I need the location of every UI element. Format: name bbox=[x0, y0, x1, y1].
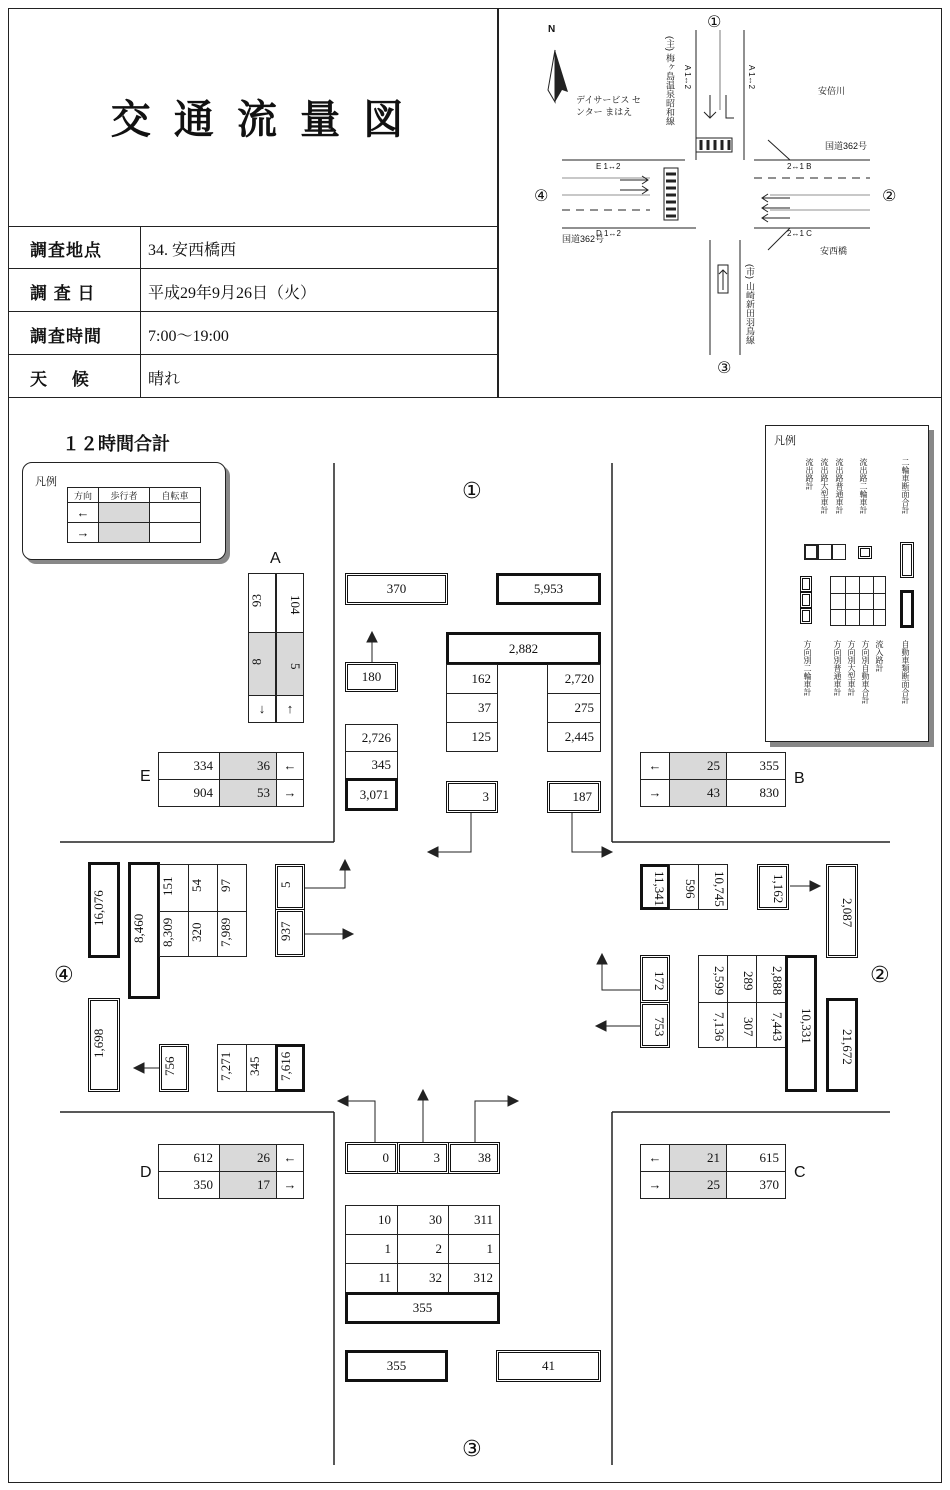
south-auto-section: 355 bbox=[345, 1350, 448, 1382]
legend-ped-row2: → bbox=[67, 522, 99, 543]
crossing-b-label: B bbox=[794, 770, 805, 787]
north-turn-right-bike: 187 bbox=[547, 781, 601, 813]
west-r1-a: 151 bbox=[159, 864, 189, 912]
west-r2-a: 8,309 bbox=[159, 911, 189, 957]
north-left-large: 37 bbox=[446, 693, 498, 723]
legend-box-dir1 bbox=[800, 576, 812, 592]
east-thru-auto-1: 2,888 bbox=[756, 955, 786, 1003]
east-thru-large-1: 289 bbox=[727, 955, 757, 1003]
west-turn-bike-2: 937 bbox=[275, 909, 305, 957]
east-turn-bike-2: 753 bbox=[640, 1002, 670, 1048]
east-thru-auto-2: 7,443 bbox=[756, 1002, 786, 1048]
time-label: 調査時間 bbox=[30, 327, 102, 346]
map-cross-b: 2↔1 B bbox=[787, 162, 812, 171]
crossing-c-ped-right: 25 bbox=[669, 1171, 727, 1199]
crossing-a-arrow-right: ↑ bbox=[276, 695, 304, 723]
crossing-d-bike-right: 350 bbox=[158, 1171, 220, 1199]
north-right-auto: 2,720 bbox=[547, 664, 601, 694]
legend-ped-gray1 bbox=[98, 502, 150, 523]
map-road-east: 国道362号 bbox=[825, 141, 868, 151]
crossing-b-bike-left: 355 bbox=[726, 752, 786, 780]
legend-bottom-3: 方向別自動車合計 bbox=[861, 640, 870, 704]
crossing-e-bike-right: 904 bbox=[158, 779, 220, 807]
east-out-regular: 10,745 bbox=[698, 864, 728, 910]
date-value: 平成29年9月26日（火） bbox=[148, 285, 317, 302]
crossing-c-bike-left: 615 bbox=[726, 1144, 786, 1172]
legend-box-out1 bbox=[804, 544, 818, 560]
approach-north: ① bbox=[462, 478, 482, 503]
south-bike-left: 0 bbox=[345, 1142, 398, 1174]
crossing-c-label: C bbox=[794, 1164, 806, 1181]
crossing-a-arrow-left: ↓ bbox=[248, 695, 276, 723]
north-out-total: 3,071 bbox=[345, 778, 398, 811]
crossing-a-bike-right: 104 bbox=[276, 573, 304, 633]
crossing-b-ped-right: 43 bbox=[669, 779, 727, 807]
map-bridge: 安西橋 bbox=[820, 246, 848, 256]
location-value: 34. 安西橋西 bbox=[148, 242, 237, 259]
north-turn-left-bike: 3 bbox=[446, 781, 498, 813]
north-auto-section: 5,953 bbox=[496, 573, 601, 605]
crossing-e-ped-left: 36 bbox=[219, 752, 277, 780]
legend-ped-col-bike: 自転車 bbox=[149, 487, 201, 503]
map-cross-c: 2↔1 C bbox=[787, 229, 812, 238]
north-in-total: 2,882 bbox=[446, 632, 601, 665]
legend-bottom-5: 自動車類断面合計 bbox=[901, 640, 910, 704]
legend-ped-white2 bbox=[149, 522, 201, 543]
north-out-bike: 180 bbox=[345, 662, 398, 692]
map-cross-a: A 1↔2 bbox=[683, 65, 692, 90]
legend-ped-title: 凡例 bbox=[35, 476, 57, 488]
legend-bottom-0: 方向別二輪車計 bbox=[803, 640, 812, 696]
south-r3-2: 312 bbox=[448, 1263, 500, 1293]
legend-ped-col-dir: 方向 bbox=[67, 487, 99, 503]
south-bike-right: 38 bbox=[448, 1142, 500, 1174]
west-r1-c: 97 bbox=[217, 864, 247, 912]
south-r2-2: 1 bbox=[448, 1234, 500, 1264]
south-r1-1: 30 bbox=[397, 1205, 449, 1235]
east-out-total: 11,341 bbox=[640, 864, 670, 910]
east-thru-large-2: 307 bbox=[727, 1002, 757, 1048]
crossing-b-arrow-right: → bbox=[640, 779, 670, 807]
south-r1-2: 311 bbox=[448, 1205, 500, 1235]
west-in-total: 8,460 bbox=[128, 862, 160, 999]
legend-ped-row1: ← bbox=[67, 502, 99, 523]
north-left-regular: 125 bbox=[446, 722, 498, 752]
crossing-e-arrow-left: ← bbox=[276, 752, 304, 780]
crossing-e-bike-left: 334 bbox=[158, 752, 220, 780]
legend-box-auto-sec bbox=[900, 590, 914, 628]
north-out-regular: 2,726 bbox=[345, 724, 398, 752]
map-approach-3: ③ bbox=[717, 360, 732, 377]
crossing-d-bike-left: 612 bbox=[158, 1144, 220, 1172]
location-label: 調査地点 bbox=[30, 241, 102, 260]
map-cross-a-east: A 1↔2 bbox=[747, 65, 756, 90]
legend-box-dir3 bbox=[800, 608, 812, 624]
east-auto-section: 21,672 bbox=[826, 998, 858, 1092]
map-cross-e: E 1↔2 bbox=[596, 162, 621, 171]
west-two-wheel-section: 1,698 bbox=[88, 998, 120, 1092]
legend-top-2: 流出路普通車計 bbox=[835, 458, 844, 514]
crossing-d-ped-right: 17 bbox=[219, 1171, 277, 1199]
east-in-total: 10,331 bbox=[785, 955, 817, 1092]
section-title: １２時間合計 bbox=[62, 434, 170, 454]
east-thru-regular-1: 2,599 bbox=[698, 955, 728, 1003]
legend-top-4: 二輪車断面合計 bbox=[901, 458, 910, 514]
map-approach-4: ④ bbox=[534, 188, 549, 205]
crossing-d-label: D bbox=[140, 1164, 152, 1181]
south-r3-1: 32 bbox=[397, 1263, 449, 1293]
map-road-west: 国道362号 bbox=[562, 234, 605, 244]
east-out-bike: 1,162 bbox=[757, 864, 789, 910]
crossing-a-ped-right: 5 bbox=[276, 632, 304, 696]
east-out-large: 596 bbox=[669, 864, 699, 910]
crossing-e-arrow-right: → bbox=[276, 779, 304, 807]
south-bike-thru: 3 bbox=[397, 1142, 449, 1174]
map-approach-2: ② bbox=[882, 188, 897, 205]
legend-top-0: 流出路計 bbox=[805, 458, 814, 490]
south-two-wheel-section: 41 bbox=[496, 1350, 601, 1382]
map-approach-1: ① bbox=[707, 14, 722, 31]
east-turn-bike-1: 172 bbox=[640, 955, 670, 1003]
weather-value: 晴れ bbox=[148, 371, 181, 388]
legend-ped-white1 bbox=[149, 502, 201, 523]
date-label: 調 査 日 bbox=[30, 284, 96, 303]
west-out-large: 345 bbox=[246, 1044, 276, 1092]
legend-box-bike bbox=[858, 546, 872, 559]
north-two-wheel-section: 370 bbox=[345, 573, 448, 605]
legend-bottom-2: 方向別大型車計 bbox=[847, 640, 856, 696]
legend-grid bbox=[830, 576, 886, 626]
crossing-c-ped-left: 21 bbox=[669, 1144, 727, 1172]
crossing-e-ped-right: 53 bbox=[219, 779, 277, 807]
approach-east: ② bbox=[870, 962, 890, 987]
map-day-service: デイサービス センター まはえ bbox=[576, 95, 641, 117]
south-r2-0: 1 bbox=[345, 1234, 398, 1264]
crossing-d-arrow-left: ← bbox=[276, 1144, 304, 1172]
page-title: 交 通 流 量 図 bbox=[110, 98, 410, 142]
approach-south: ③ bbox=[462, 1436, 482, 1461]
east-two-wheel-section: 2,087 bbox=[826, 864, 858, 958]
west-r2-b: 320 bbox=[188, 911, 218, 957]
legend-box-out2 bbox=[818, 544, 832, 560]
legend-ped bbox=[22, 462, 226, 560]
legend-top-1: 流出路大型車計 bbox=[820, 458, 829, 514]
west-out-regular: 7,271 bbox=[217, 1044, 247, 1092]
west-r2-c: 7,989 bbox=[217, 911, 247, 957]
crossing-a-label: A bbox=[270, 550, 281, 567]
crossing-b-ped-left: 25 bbox=[669, 752, 727, 780]
legend-main-title: 凡例 bbox=[774, 435, 796, 447]
crossing-b-arrow-left: ← bbox=[640, 752, 670, 780]
map-road-south: (市) 山崎新田羽鳥線 bbox=[745, 264, 755, 345]
crossing-d-arrow-right: → bbox=[276, 1171, 304, 1199]
map-road-north: (主) 梅ヶ島温泉昭和線 bbox=[665, 36, 675, 126]
crossing-b-bike-right: 830 bbox=[726, 779, 786, 807]
approach-west: ④ bbox=[54, 962, 74, 987]
legend-ped-gray2 bbox=[98, 522, 150, 543]
west-out-bike: 756 bbox=[159, 1044, 189, 1092]
crossing-c-arrow-right: → bbox=[640, 1171, 670, 1199]
legend-bottom-1: 方向別普通車計 bbox=[833, 640, 842, 696]
crossing-c-arrow-left: ← bbox=[640, 1144, 670, 1172]
map-north-label: N bbox=[548, 24, 556, 35]
map-river: 安倍川 bbox=[818, 86, 846, 96]
north-right-regular: 2,445 bbox=[547, 722, 601, 752]
legend-main bbox=[765, 425, 929, 742]
crossing-e-label: E bbox=[140, 768, 151, 785]
north-right-large: 275 bbox=[547, 693, 601, 723]
weather-label: 天 候 bbox=[30, 370, 90, 389]
legend-ped-col-ped: 歩行者 bbox=[98, 487, 150, 503]
legend-bottom-4: 流入路計 bbox=[875, 640, 884, 672]
south-r3-0: 11 bbox=[345, 1263, 398, 1293]
crossing-c-bike-right: 370 bbox=[726, 1171, 786, 1199]
west-r1-b: 54 bbox=[188, 864, 218, 912]
north-out-large: 345 bbox=[345, 751, 398, 779]
south-in-total: 355 bbox=[345, 1292, 500, 1324]
west-turn-bike-1: 5 bbox=[275, 864, 305, 910]
east-thru-regular-2: 7,136 bbox=[698, 1002, 728, 1048]
legend-box-out3 bbox=[832, 544, 846, 560]
south-r1-0: 10 bbox=[345, 1205, 398, 1235]
west-out-total: 7,616 bbox=[275, 1044, 305, 1092]
legend-top-3: 流出路二輪車計 bbox=[859, 458, 868, 514]
legend-box-bike-sec bbox=[900, 542, 914, 578]
north-left-bike: 162 bbox=[446, 664, 498, 694]
crossing-d-ped-left: 26 bbox=[219, 1144, 277, 1172]
south-r2-1: 2 bbox=[397, 1234, 449, 1264]
time-value: 7:00～19:00 bbox=[148, 328, 229, 345]
west-auto-section: 16,076 bbox=[88, 862, 120, 958]
crossing-a-ped-left: 8 bbox=[248, 632, 276, 696]
crossing-a-bike-left: 93 bbox=[248, 573, 276, 633]
map-cross-d: D 1↔2 bbox=[596, 229, 621, 238]
legend-box-dir2 bbox=[800, 592, 812, 608]
